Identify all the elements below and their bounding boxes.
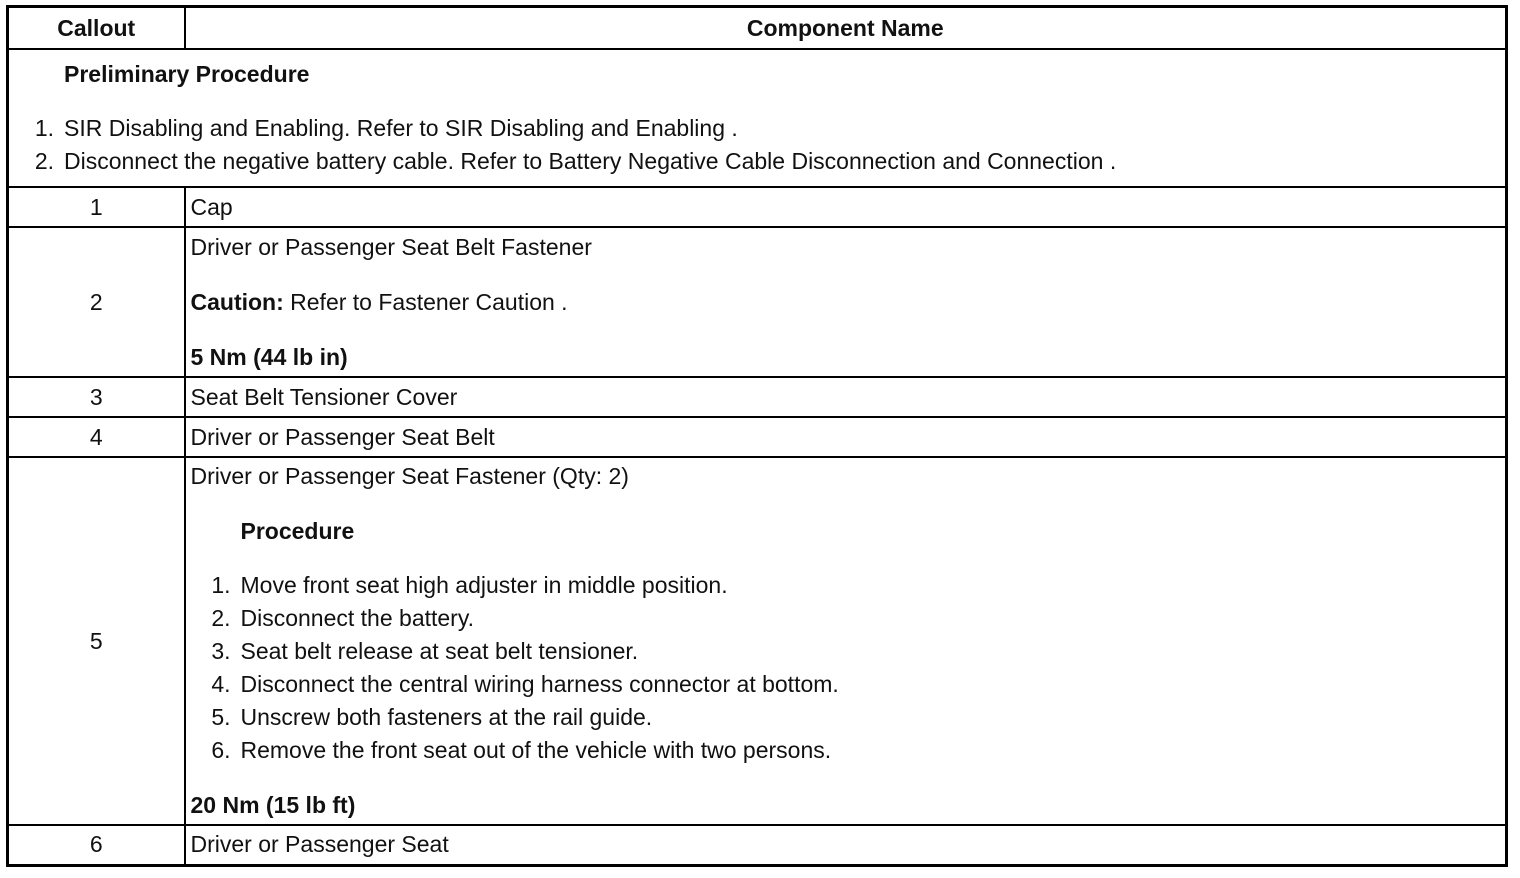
preliminary-title: Preliminary Procedure bbox=[64, 61, 310, 87]
list-item: 6. Remove the front seat out of the vehicle with two persons. bbox=[211, 737, 832, 763]
callout-cell: 3 bbox=[8, 377, 185, 417]
callout-cell: 2 bbox=[8, 227, 185, 377]
callout-cell: 6 bbox=[8, 825, 185, 865]
component-cell: Driver or Passenger Seat bbox=[185, 825, 1507, 865]
callout-cell: 4 bbox=[8, 417, 185, 457]
preliminary-steps bbox=[9, 112, 1505, 178]
table-row bbox=[8, 825, 1507, 865]
torque-spec: 20 Nm (15 lb ft) bbox=[190, 792, 356, 818]
component-cell: Driver or Passenger Seat Belt bbox=[185, 417, 1507, 457]
list-item: 1. Move front seat high adjuster in middle position. bbox=[211, 572, 728, 598]
callout-cell: 1 bbox=[8, 187, 185, 227]
caution-label: Caution: bbox=[190, 288, 284, 315]
list-item: 2. Disconnect the battery. bbox=[211, 605, 475, 631]
table-row bbox=[8, 187, 1507, 227]
preliminary-row bbox=[8, 49, 1507, 187]
component-cell: Cap bbox=[185, 187, 1507, 227]
table-row bbox=[8, 377, 1507, 417]
list-item: 5. Unscrew both fasteners at the rail guide. bbox=[211, 704, 653, 730]
component-name-header: Component Name bbox=[185, 7, 1507, 50]
component-name: Driver or Passenger Seat Belt Fastener bbox=[190, 233, 592, 260]
header-row bbox=[8, 7, 1507, 50]
table-row bbox=[8, 417, 1507, 457]
procedure-title: Procedure bbox=[240, 518, 355, 544]
list-item: 2. Disconnect the negative battery cable. Refer to Battery Negative Cable Disconnection and Connection . bbox=[34, 148, 1117, 174]
caution-text: Refer to Fastener Caution . bbox=[283, 288, 568, 315]
list-item: 3. Seat belt release at seat belt tensioner. bbox=[211, 638, 639, 664]
component-cell: Seat Belt Tensioner Cover bbox=[185, 377, 1507, 417]
callout-cell: 5 bbox=[8, 457, 185, 825]
table-row bbox=[8, 227, 1507, 377]
caution-note bbox=[191, 286, 1506, 319]
list-item: 4. Disconnect the central wiring harness connector at bottom. bbox=[211, 671, 839, 697]
procedure-steps bbox=[186, 569, 1506, 767]
preliminary-procedure bbox=[8, 49, 1507, 187]
component-name: Driver or Passenger Seat Fastener (Qty: 2) bbox=[190, 463, 629, 489]
table-row bbox=[8, 457, 1507, 825]
component-table bbox=[6, 5, 1508, 867]
component-cell bbox=[185, 227, 1507, 377]
callout-header: Callout bbox=[8, 7, 185, 50]
list-item: 1. SIR Disabling and Enabling. Refer to SIR Disabling and Enabling . bbox=[34, 115, 738, 141]
torque-spec: 5 Nm (44 lb in) bbox=[190, 343, 348, 370]
component-cell bbox=[185, 457, 1507, 825]
